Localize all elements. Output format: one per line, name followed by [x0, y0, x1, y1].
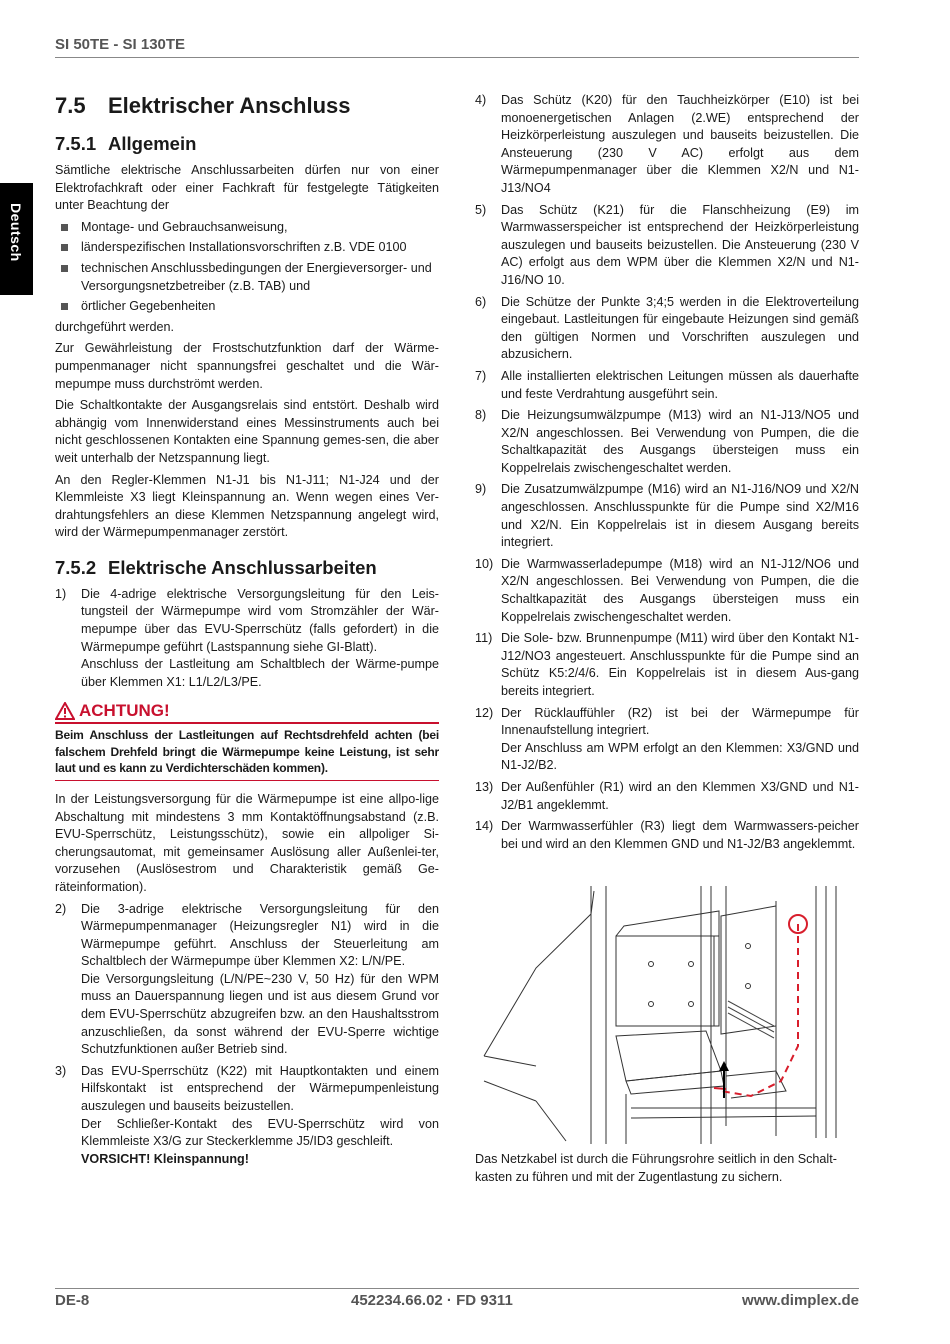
item-text: Die Warmwasserladepumpe (M18) wird an N1-J12/NO6 und X2/N angeschlossen. Bei Verwendung von Pumpen, die die Schaltkapazität des Ausgangs übersteigen muss ein Koppelrelais zwischengeschaltet werden.: [501, 556, 859, 624]
list-item-text: örtlicher Gegebenheiten: [81, 299, 216, 314]
section-title: Elektrischer Anschluss: [108, 93, 351, 118]
warning-heading: [55, 701, 439, 721]
subsection-title-2: Elektrische Anschlussarbeiten: [108, 556, 377, 578]
wiring-illustration: [476, 876, 860, 1144]
list-item: [55, 219, 439, 237]
item-text: Der Außenfühler (R1) wird an den Klemmen X3/GND und N1-J2/B1 angeklemmt.: [501, 779, 859, 812]
list-item-text: technischen Anschlussbedingungen der Energieversorger- und Versorgungsnetzbetreiber (z.B. TAB) und: [81, 260, 432, 293]
list-item: [475, 481, 859, 551]
item-number: 2): [55, 901, 67, 916]
header-title: SI 50TE - SI 130TE: [55, 36, 186, 53]
intro-paragraph: Sämtliche elektrische Anschlussarbeiten dürfen nur von einer Elektrofachkraft oder einer Fachkraft für festgelegte Tätigkeiten unter Beachtung der: [55, 163, 439, 213]
warning-triangle-icon: [55, 702, 75, 720]
item-text: Die 3-adrige elektrische Versorgungsleitung für den Wärmepumpenmanager (Heizungsregler N1) wird in die Wärmepumpe geführt. Anschluss der Steuerleitung am Schaltblech der Wärmepumpe über Klemmen X2: L/N/PE.: [81, 901, 439, 969]
list-item: [55, 1063, 439, 1169]
footer-document-number: 452234.66.02 · FD 9311: [351, 1292, 513, 1309]
item-number: 9): [475, 482, 487, 497]
item-number: 13): [475, 779, 494, 794]
requirement-list: [55, 219, 439, 316]
section-number: 7.5: [55, 93, 86, 118]
caution-text: VORSICHT! Kleinspannung!: [81, 1151, 249, 1166]
section-heading: [55, 92, 439, 120]
item-text: Die Zusatzumwälzpumpe (M16) wird an N1-J16/NO9 und X2/N angeschlossen. Anschlusspunkte für die Pumpe sind X2/M16 und X2/N. Ein Koppelrelais ist in diesem Ausgang bereits integriert.: [501, 482, 859, 550]
warning-title: ACHTUNG!: [79, 701, 170, 721]
warning-text: Beim Anschluss der Lastleitungen auf Rechtsdrehfeld achten (bei falschem Drehfeld bringt die Wärmepumpe keine Leistung, ist sehr laut und es kann zu Verdichterschäden kommen).: [55, 728, 439, 776]
item-text: Die Heizungsumwälzpumpe (M13) wird an N1-J13/NO5 und X2/N angeschlossen. Bei Verwendung von Pumpen, die die Schaltkapazität des Ausgangs übersteigen muss ein Koppelrelais zwischengeschaltet werden.: [501, 408, 859, 475]
list-item-text: länderspezifischen Installationsvorschriften z.B. VDE 0100: [81, 240, 407, 255]
subsection-number-1: 7.5.1: [55, 133, 97, 154]
header-divider: [55, 57, 859, 58]
subsection-number-2: 7.5.2: [55, 556, 97, 578]
item-text-2: Anschluss der Lastleitung am Schaltblech der Wärme-pumpe über Klemmen X1: L1/L2/L3/PE.: [81, 657, 439, 689]
list-item: [55, 586, 439, 692]
list-item: [475, 630, 859, 700]
warning-divider-top: [55, 722, 439, 724]
paragraph-low-voltage: An den Regler-Klemmen N1-J1 bis N1-J11; N1-J24 und der Klemmleiste X3 liegt Kleinspannung an. Wenn wegen eines Ver-drahtungsfehlers an diese Klemmen Netzspannung angelegt wird, wird der Wärmepumpenmanager zerstört.: [55, 472, 439, 540]
footer-divider: [55, 1288, 859, 1289]
left-column: [55, 92, 439, 1172]
item-text: Das Schütz (K20) für den Tauchheizkörper (E10) ist bei monoenergetischen Anlagen (2.WE) entsprechend der Heizkörperleistung auszulegen und bauseits beizustellen. Die Ansteuerung (230 V AC) erfolgt aus dem Wärmepumpenmanager über die Klemmen X2/N und N1-J13/NO4: [501, 93, 859, 195]
figure-caption: Das Netzkabel ist durch die Führungsrohre seitlich in den Schalt-kasten zu führen und mit der Zugentlastung zu sichern.: [475, 1152, 837, 1184]
item-text-2: Der Anschluss am WPM erfolgt an den Klemmen: X3/GND und N1-J2/B2.: [501, 740, 859, 773]
warning-divider-bottom: [55, 780, 439, 781]
item-text: Der Warmwasserfühler (R3) liegt dem Warmwassers-peicher bei und wird an den Klemmen GND und N1-J2/B3 angeklemmt.: [501, 819, 859, 851]
item-number: 10): [475, 556, 494, 571]
item-text: Die Schütze der Punkte 3;4;5 werden in die Elektroverteilung eingebaut. Lastleitungen für eingebaute Heizungen sind gemäß den gültigen Normen und Vorschriften auszulegen und abzusichern.: [501, 294, 859, 362]
item-text: Das Schütz (K21) für die Flanschheizung (E9) im Warmwasserspeicher ist entsprechend der Heizkörperleistung auszulegen und bauseits beizustellen. Die Ansteuerung (230 V AC) erfolgt aus dem WPM über die Klemmen X2/N und N1-J16/NO 10.: [501, 202, 859, 287]
list-item: [55, 260, 439, 295]
paragraph-relays: Die Schaltkontakte der Ausgangsrelais sind entstört. Deshalb wird abhängig vom Innenwiderstand eines Messinstruments auch bei nicht geschlossenen Kontakten eine Spannung gemes-sen, die aber weit unterhalb der Netzspannung liegt.: [55, 398, 439, 465]
list-item: [475, 92, 859, 198]
bullet-square-icon: [61, 303, 68, 310]
item-text-2: Der Schließer-Kontakt des EVU-Sperrschütz wird von Klemmleiste X3/G zur Steckerklemme J5/ID3 geschleift.: [81, 1116, 439, 1149]
item-number: 4): [475, 93, 487, 107]
list-item: [475, 818, 859, 853]
list-item: [475, 556, 859, 626]
list-item: [475, 705, 859, 775]
list-item: [475, 202, 859, 290]
item-number: 7): [475, 368, 487, 383]
warning-box: [55, 701, 439, 781]
right-column: [475, 92, 859, 857]
bullet-square-icon: [61, 265, 68, 272]
item-text: Die 4-adrige elektrische Versorgungsleitung für den Leis-tungsteil der Wärmepumpe wird vom Stromzähler der Wär-mepumpe über das EVU-Sperrschütz (falls gefordert) in die Wärmepumpe geführt (Lastspannung siehe GI-Blatt).: [81, 586, 439, 654]
item-number: 5): [475, 202, 487, 217]
subsection-heading-2: [55, 556, 439, 580]
item-text: Das EVU-Sperrschütz (K22) mit Hauptkontakten und einem Hilfskontakt ist entsprechend der Wärmepumpenleistung auszulegen und bauseits beizustellen.: [81, 1063, 439, 1114]
footer-website: www.dimplex.de: [742, 1292, 859, 1309]
subsection-heading-1: [55, 132, 439, 156]
paragraph-disconnect: In der Leistungsversorgung für die Wärmepumpe ist eine allpo-lige Abschaltung mit mindestens 3 mm Kontaktöffnungsabstand (z.B. EVU-Sperrschütz, Leistungsschütz), sowie ein allpoliger Si-cherungsautomat, mit gemeinsamer Auslösung aller Außenlei-ter, vorzusehen (Auslösestrom und Charakteristik gemäß Ge-räteinformation).: [55, 791, 439, 894]
language-tab-label: Deutsch: [8, 203, 24, 262]
item-text: Der Rücklauffühler (R2) ist bei der Wärmepumpe für Innenaufstellung integriert.: [501, 705, 859, 738]
item-number: 11): [475, 631, 493, 646]
after-list-text: durchgeführt werden.: [55, 319, 175, 334]
item-text: Die Sole- bzw. Brunnenpumpe (M11) wird über den Kontakt N1-J12/NO3 angesteuert. Anschlusspunkte für die Pumpe sind an Schütz K5:2/4/6. Ein Koppelrelais ist in diesem Aus-gang bereits integriert.: [501, 631, 859, 698]
footer-page-number: DE-8: [55, 1292, 90, 1309]
item-number: 14): [475, 819, 494, 834]
item-number: 12): [475, 705, 494, 720]
paragraph-frost: Zur Gewährleistung der Frostschutzfunktion darf der Wärme-pumpenmanager nicht spannungsfrei geschaltet und die Wär-mepumpe muss durchströmt werden.: [55, 341, 439, 391]
bullet-square-icon: [61, 224, 68, 231]
list-item: [55, 901, 439, 1059]
list-item-text: Montage- und Gebrauchsanweisung,: [81, 219, 288, 234]
list-item: [55, 298, 439, 316]
list-item: [55, 239, 439, 257]
list-item: [475, 368, 859, 403]
list-item: [475, 407, 859, 477]
steps-list-left-2: [55, 901, 439, 1169]
list-item: [475, 779, 859, 814]
steps-list-right: [475, 92, 859, 853]
language-tab: [0, 183, 33, 295]
subsection-title-1: Allgemein: [108, 133, 197, 154]
steps-list-left: [55, 586, 439, 692]
item-text: Alle installierten elektrischen Leitungen müssen als dauerhafte und feste Verdrahtung ausgeführt sein.: [501, 368, 859, 401]
item-number: 6): [475, 294, 487, 309]
bullet-square-icon: [61, 244, 68, 251]
list-item: [475, 294, 859, 364]
item-number: 3): [55, 1063, 67, 1078]
item-number: 8): [475, 408, 487, 423]
item-number: 1): [55, 586, 67, 601]
item-text-2: Die Versorgungsleitung (L/N/PE~230 V, 50 Hz) für den WPM muss an Dauerspannung liegen und ist aus diesem Grund vor dem EVU-Sperrschütz abzugreifen bzw. an den Haushaltsstrom anzuschließen, da sonst während der EVU-Sperre wichtige Schutzfunktionen außer Betrieb sind.: [81, 971, 439, 1057]
